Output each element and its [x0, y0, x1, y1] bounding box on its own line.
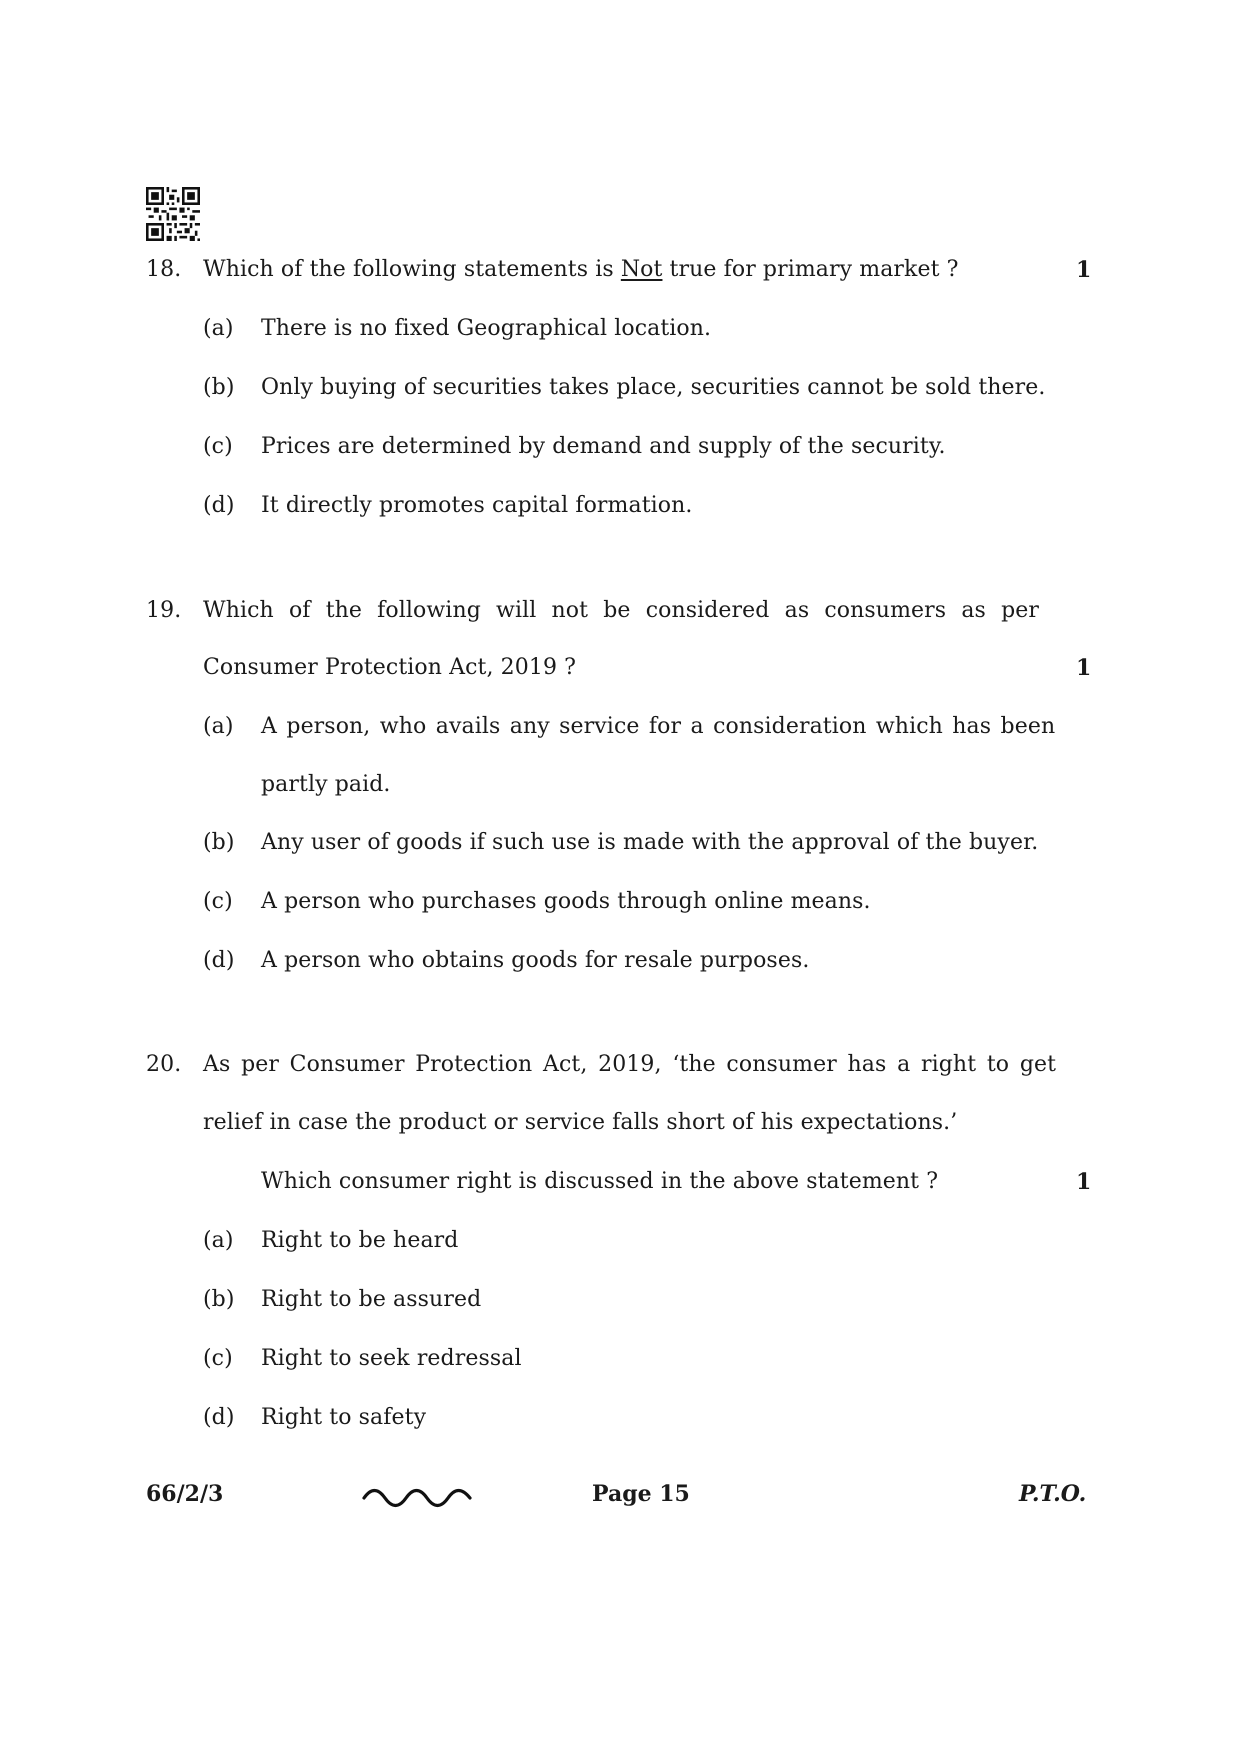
- stem-word: consumers: [824, 598, 947, 623]
- stem-word: as: [961, 598, 986, 623]
- stem-word: be: [603, 598, 631, 623]
- stem-word: Which: [203, 598, 274, 623]
- stem-word: as: [784, 598, 810, 623]
- qr-code-icon: [146, 187, 200, 241]
- question-stem: [203, 256, 959, 284]
- option-label: (b): [203, 1287, 235, 1312]
- marks: 1: [1076, 1169, 1092, 1195]
- please-turn-over: P.T.O.: [1019, 1481, 1087, 1507]
- option-text: Any user of goods if such use is made with the approval of the buyer.: [261, 830, 1039, 855]
- option-text: A person who obtains goods for resale purposes.: [261, 948, 810, 973]
- stem-word: not: [551, 598, 589, 623]
- page-number: Page 15: [592, 1481, 690, 1507]
- option-label: (d): [203, 493, 235, 518]
- stem-word: will: [496, 598, 537, 623]
- option-label: (d): [203, 1405, 235, 1430]
- question-stem-line-2: Consumer Protection Act, 2019 ?: [203, 655, 577, 680]
- stem-word: considered: [645, 598, 770, 623]
- option-text: A person, who avails any service for a consideration which has been: [261, 714, 1056, 739]
- marks: 1: [1076, 655, 1092, 681]
- option-text: There is no fixed Geographical location.: [261, 316, 712, 341]
- option-text: It directly promotes capital formation.: [261, 493, 693, 518]
- option-text: Right to seek redressal: [261, 1346, 522, 1371]
- option-label: (a): [203, 316, 234, 341]
- question-prompt: Which consumer right is discussed in the above statement ?: [261, 1169, 939, 1194]
- question-number: 19.: [146, 598, 182, 623]
- question-stem-line-2: relief in case the product or service falls short of his expectations.’: [203, 1110, 958, 1135]
- stem-word: following: [377, 598, 481, 623]
- paper-code: 66/2/3: [146, 1481, 224, 1507]
- option-label: (c): [203, 889, 233, 914]
- option-text: Right to be heard: [261, 1228, 459, 1253]
- stem-word: of: [288, 598, 311, 623]
- option-label: (c): [203, 1346, 233, 1371]
- stem-emphasis: Not: [620, 257, 663, 282]
- option-label: (b): [203, 375, 235, 400]
- stem-text: true for primary market ?: [662, 257, 959, 282]
- option-text: Right to safety: [261, 1405, 427, 1430]
- option-text: A person who purchases goods through online means.: [261, 889, 871, 914]
- marks: 1: [1076, 257, 1092, 283]
- option-text-continued: partly paid.: [261, 772, 391, 797]
- option-label: (b): [203, 830, 235, 855]
- stem-word: per: [1001, 598, 1039, 623]
- question-stem-line-1: As per Consumer Protection Act, 2019, ‘the consumer has a right to get: [203, 1052, 1057, 1077]
- question-number: 20.: [146, 1052, 182, 1077]
- option-label: (d): [203, 948, 235, 973]
- stem-word: the: [325, 598, 363, 623]
- question-stem-line-1: [203, 597, 1039, 625]
- stem-text: Which of the following statements is: [203, 257, 621, 282]
- option-label: (c): [203, 434, 233, 459]
- question-number: 18.: [146, 257, 182, 282]
- option-text: Prices are determined by demand and supply of the security.: [261, 434, 946, 459]
- option-text: Right to be assured: [261, 1287, 482, 1312]
- option-label: (a): [203, 714, 234, 739]
- wave-ornament-icon: [362, 1484, 472, 1508]
- option-text: Only buying of securities takes place, securities cannot be sold there.: [261, 375, 1046, 400]
- option-label: (a): [203, 1228, 234, 1253]
